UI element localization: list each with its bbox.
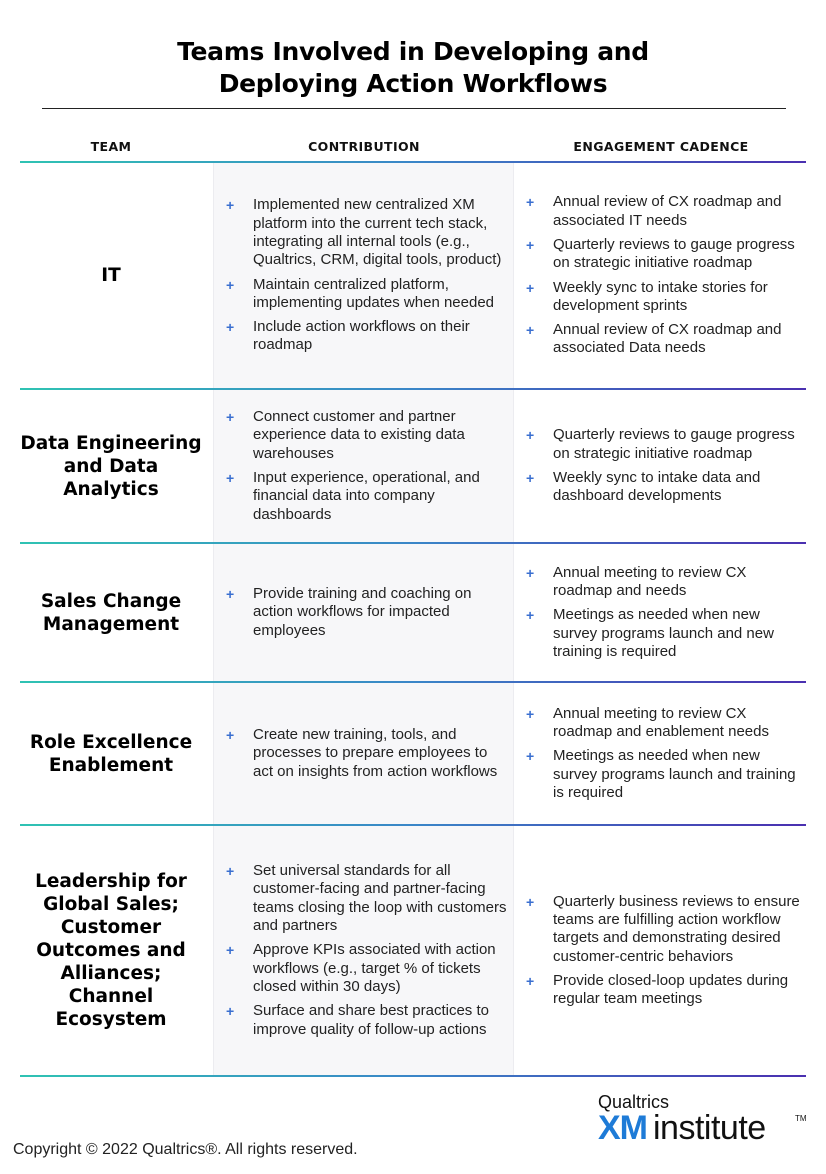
header-contribution: CONTRIBUTION <box>308 139 420 154</box>
plus-icon: + <box>226 942 235 959</box>
cadence-cell <box>516 683 806 824</box>
plus-icon: + <box>226 470 235 486</box>
list-item: + Quarterly reviews to gauge progress on strategic initiative roadmap <box>526 426 795 462</box>
title-line-2: Deploying Action Workflows <box>218 69 608 98</box>
list-item: + Quarterly reviews to gauge progress on strategic initiative roadmap <box>526 235 795 272</box>
contribution-cell <box>213 390 514 542</box>
plus-icon: + <box>526 322 535 339</box>
plus-icon: + <box>226 863 235 880</box>
page-title <box>0 36 826 100</box>
list-item: + Set universal standards for all customer-facing and partner-facing teams closing the loop with customers and partners <box>226 862 507 935</box>
plus-icon: + <box>526 427 535 444</box>
plus-icon: + <box>526 705 535 722</box>
contribution-cell <box>213 544 514 681</box>
list-item: + Provide training and coaching on action workflows for impacted employees <box>226 585 472 639</box>
cadence-cell <box>516 544 806 681</box>
list-item: + Weekly sync to intake stories for development sprints <box>526 278 768 314</box>
team-name: Data Engineering and Data Analytics <box>20 432 202 500</box>
list-item: + Include action workflows on their roadmap <box>226 318 470 354</box>
table-row-data-engineering <box>20 390 806 542</box>
table-row-role-excellence <box>20 683 806 824</box>
list-item: + Quarterly business reviews to ensure teams are fulfilling action workflow targets and demonstrating desired customer-centric behaviors <box>526 892 800 965</box>
list-item: + Provide closed-loop updates during regular team meetings <box>526 971 789 1008</box>
row-divider <box>20 1075 806 1077</box>
plus-icon: + <box>526 279 535 296</box>
list-item: + Annual review of CX roadmap and associated IT needs <box>526 193 782 229</box>
team-name: Role Excellence Enablement <box>29 731 193 776</box>
list-item: + Annual meeting to review CX roadmap and needs <box>526 563 747 600</box>
plus-icon: + <box>226 276 235 293</box>
plus-icon: + <box>526 194 535 211</box>
contribution-cell <box>213 683 514 824</box>
logo-qualtrics-text: Qualtrics <box>598 1092 670 1112</box>
team-name: Sales Change Management <box>40 590 182 635</box>
cadence-cell <box>516 826 806 1075</box>
plus-icon: + <box>526 893 535 910</box>
plus-icon: + <box>226 319 235 336</box>
team-name: IT <box>101 265 121 286</box>
list-item: + Meetings as needed when new survey programs launch and new training is required <box>526 606 774 660</box>
header-team: TEAM <box>90 139 132 154</box>
xm-institute-logo <box>598 1092 808 1152</box>
plus-icon: + <box>526 470 535 486</box>
logo-institute-text: institute <box>653 1109 766 1147</box>
list-item: + Meetings as needed when new survey programs launch and training is required <box>526 747 796 801</box>
plus-icon: + <box>226 409 235 426</box>
list-item: + Annual meeting to review CX roadmap and enablement needs <box>526 704 769 741</box>
list-item: + Create new training, tools, and processes to prepare employees to act on insights from action workflows <box>226 726 498 780</box>
plus-icon: + <box>526 748 535 765</box>
header-cadence: ENGAGEMENT CADENCE <box>573 139 749 154</box>
list-item: + Weekly sync to intake data and dashboard developments <box>526 469 761 505</box>
logo-trademark: TM <box>795 1114 807 1123</box>
plus-icon: + <box>526 607 535 624</box>
table-row-sales-change <box>20 544 806 681</box>
plus-icon: + <box>226 1003 235 1020</box>
list-item: + Surface and share best practices to improve quality of follow-up actions <box>226 1002 489 1038</box>
cadence-cell <box>516 390 806 542</box>
list-item: + Connect customer and partner experience data to existing data warehouses <box>226 408 465 462</box>
cadence-cell <box>516 163 806 388</box>
table-row-it <box>20 163 806 388</box>
list-item: + Annual review of CX roadmap and associated Data needs <box>526 321 782 357</box>
logo-xm-text: XM <box>598 1109 647 1147</box>
title-line-1: Teams Involved in Developing and <box>177 37 649 66</box>
plus-icon: + <box>526 564 535 581</box>
contribution-cell <box>213 163 514 388</box>
table-row-leadership <box>20 826 806 1075</box>
contribution-cell <box>213 826 514 1075</box>
list-item: + Approve KPIs associated with action workflows (e.g., target % of tickets closed within 30 days) <box>226 941 496 995</box>
copyright-text: Copyright © 2022 Qualtrics®. All rights reserved. <box>13 1141 358 1158</box>
plus-icon: + <box>526 236 535 253</box>
team-name: Leadership for Global Sales; Customer Outcomes and Alliances; Channel Ecosystem <box>35 871 187 1030</box>
list-item: + Maintain centralized platform, implementing updates when needed <box>226 275 495 311</box>
list-item: + Implemented new centralized XM platform into the current tech stack, integrating all internal tools (e.g., Qualtrics, CRM, digital tools, product) <box>226 196 502 269</box>
plus-icon: + <box>526 972 535 989</box>
plus-icon: + <box>226 197 235 214</box>
list-item: + Input experience, operational, and financial data into company dashboards <box>226 469 480 523</box>
plus-icon: + <box>226 727 235 744</box>
title-divider <box>42 108 786 109</box>
plus-icon: + <box>226 586 235 603</box>
